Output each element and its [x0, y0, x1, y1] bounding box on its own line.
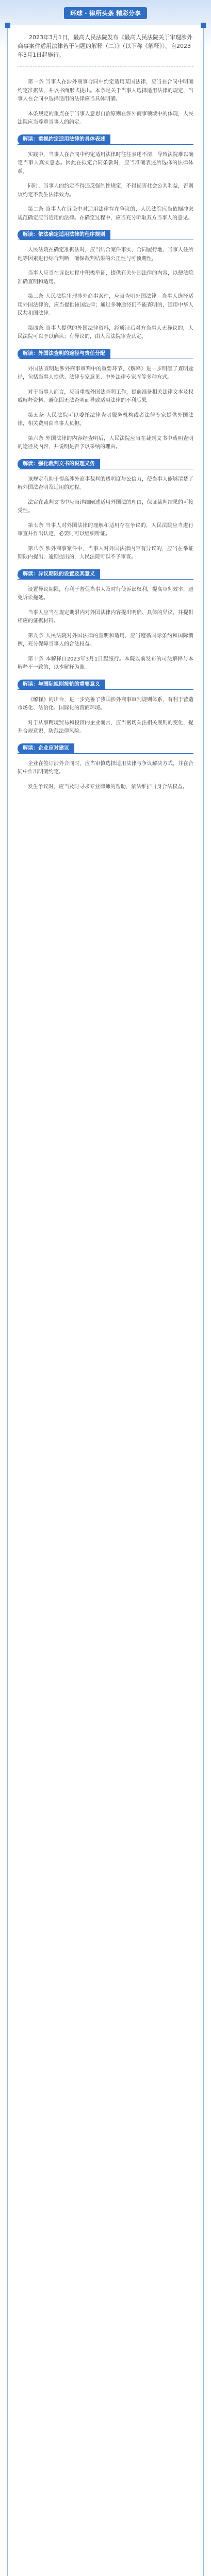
header-tag-label: 环球 · 律所头条 精彩分享: [64, 7, 147, 19]
section-heading-label: 解读：异议期限的设置及其意义: [18, 569, 100, 580]
section-heading: [18, 134, 193, 145]
article-intro: 2023年3月1日，最高人民法院发布《最高人民法院关于审理涉外商事案件适用法律若干问题的解释（二）》（以下称《解释》），自2023年3月1日起施行。: [18, 33, 193, 67]
article-paragraph: 该规定有助于提高涉外商事裁判的透明度与公信力，使当事人能够清楚了解外国法查明及适用的过程。: [18, 476, 193, 490]
article-content: [18, 33, 193, 798]
article-paragraph: 人民法院在确定准据法时，应当结合案件事实、合同履行地、当事人住所地等因素进行综合判断，确保裁判结果的公正性与可预期性。: [18, 247, 193, 262]
article-paragraph: 第四条 当事人提供的外国法律资料，经质证后对方当事人无异议的，人民法院可以予以确认；有异议的，由人民法院审查认定。: [18, 325, 193, 340]
section-heading: [18, 743, 193, 754]
article-paragraph: 对于从事跨境贸易和投资的企业而言，应当密切关注相关规则的变化，提升合规意识，防范法律风险。: [18, 720, 193, 734]
section-heading-label: 解读：强化裁判文书的说理义务: [18, 459, 100, 469]
frame-corner-decoration: [201, 23, 206, 28]
header-tag: [0, 7, 211, 19]
frame-corner-decoration: [5, 23, 10, 28]
section-heading-label: 解读：外国法查明的途径与责任分配: [18, 349, 110, 359]
article-paragraph: 当事人应当在规定期限内对外国法律内容提出明确、具体的异议，并提供相应的证据材料。: [18, 609, 193, 624]
article-paragraph: 第三条 人民法院审理涉外商事案件，应当查明外国法律。当事人选择适用外国法律的，应当提供该国法律；通过多种途径仍不能查明的，适用中华人民共和国法律。: [18, 294, 193, 316]
article-paragraph: 对于当事人而言，应当重视外国法查明工作，提前准备相关法律文本及权威解释资料，避免因无法查明而导致适用法律的不利后果。: [18, 389, 193, 403]
section-heading-label: 解读：企业应对建议: [18, 743, 74, 754]
article-paragraph: 本条规定的重点在于当事人意思自治原则在涉外商事领域中的体现，人民法院应当尊重当事人的约定。: [18, 111, 193, 125]
article-paragraph: 外国法查明是涉外商事审判中的重要环节，《解释》进一步明确了查明途径，包括当事人提供、法律专家意见、中外法律专家库等多种方式。: [18, 366, 193, 380]
article-paragraph: 设置异议期限，有利于督促当事人及时行使诉讼权利，提高审判效率，避免诉讼拖延。: [18, 586, 193, 601]
article-paragraph: 第十条 本解释自2023年3月1日起施行。本院以前发布的司法解释与本解释不一致的，以本解释为准。: [18, 656, 193, 670]
article-paragraph: 《解释》的出台，进一步完善了我国涉外商事审判规则体系，有利于营造市场化、法治化、国际化的营商环境。: [18, 697, 193, 711]
article-paragraph: 第一条 当事人在涉外商事合同中约定适用某国法律，应当在合同中明确约定准据法，并以书面形式提出。本条是关于当事人选择适用法律的规定，当事人在合同中选择适用的法律应当具体明确。: [18, 79, 193, 102]
section-heading: [18, 349, 193, 359]
article-paragraph: 发生争议时，应当及时寻求专业律师的帮助，依法维护自身合法权益。: [28, 784, 188, 790]
article-paragraph: 法官在裁判文书中应当详细阐述适用外国法的理由，保证裁判结果的可接受性。: [18, 499, 193, 514]
article-paragraph: 第二条 当事人在诉讼中对适用法律存在争议的，人民法院应当依据冲突规范确定应当适用的法律。在确定过程中，应当充分听取双方当事人的意见。: [18, 207, 193, 221]
section-heading-label: 解读：与国际规则接轨的重要意义: [18, 680, 105, 690]
article-paragraph: 同时，当事人的约定不得违反强制性规定，不得损害社会公共利益，否则该约定不发生法律效力。: [18, 183, 193, 198]
section-heading: [18, 680, 193, 690]
section-heading-label: 解读：重视约定适用法律的具体表述: [18, 134, 110, 145]
article-paragraph: 当事人应当在诉讼过程中积极举证，提供有关外国法律的内容，以便法院准确查明和适用。: [18, 270, 193, 285]
section-heading: [18, 569, 193, 580]
section-heading-rule: [18, 753, 193, 754]
article-paragraph: 第九条 人民法院对外国法律的查明和适用，应当遵循国际条约和国际惯例，充分保障当事人的合法权益。: [18, 633, 193, 647]
article-paragraph: 第八条 涉外商事案件中，当事人对外国法律内容有异议的，应当在举证期限内提出，逾期提出的，人民法院可以不予审查。: [18, 546, 193, 560]
section-heading-label: 解读：依法确定适用法律的程序规则: [18, 230, 110, 240]
article-paragraph: 企业在签订涉外合同时，应当审慎选择适用法律与争议解决方式，并在合同中作出明确约定。: [18, 760, 193, 775]
section-heading: [18, 459, 193, 469]
article-paragraph: 第五条 人民法院可以委托法律查明服务机构或者法律专家提供外国法律，相关费用由当事人负担。: [18, 412, 193, 427]
article-paragraph: 第六条 外国法律的内容经查明后，人民法院应当在裁判文书中载明查明的途径及内容，并说明是否予以采纳的理由。: [18, 435, 193, 450]
article-paragraph: 第七条 当事人对外国法律的理解和适用存在争议的，人民法院应当进行审查并作出认定，必要时可以组织听证。: [18, 522, 193, 537]
section-heading-rule: [18, 579, 193, 580]
section-heading-rule: [18, 144, 193, 145]
section-heading: [18, 230, 193, 240]
section-heading-rule: [18, 689, 193, 690]
article-paragraph: 实践中，当事人在合同中约定适用法律时往往表述不清，导致法院难以确定当事人真实意思。因此在拟定合同条款时，应当准确表述所选择的法律体系。: [18, 151, 193, 175]
